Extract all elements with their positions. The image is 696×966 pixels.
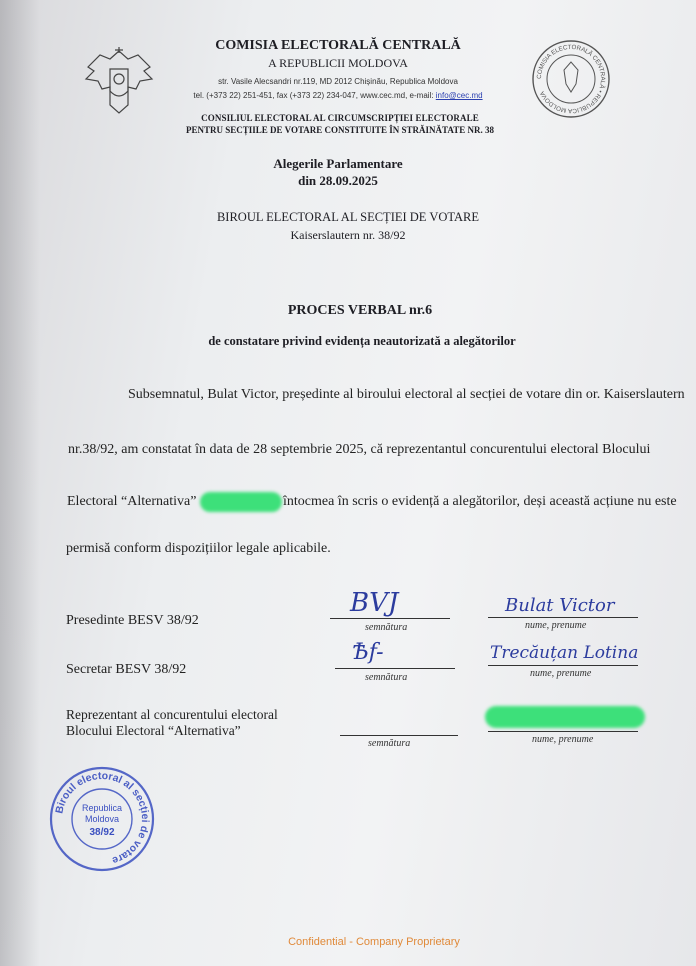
secretary-role: Secretar BESV 38/92 <box>66 662 187 677</box>
stamp-center-line-2: Moldova <box>84 814 120 824</box>
signature-caption: semnătura <box>365 622 408 633</box>
president-role: Presedinte BESV 38/92 <box>66 613 199 628</box>
president-name-handwritten: Bulat Victor <box>505 595 615 616</box>
representative-role-line-2: Blocului Electoral “Alternativa” <box>66 723 241 738</box>
bureau-location: Kaiserslautern nr. 38/92 <box>290 228 406 242</box>
stamp-center-line-3: 38/92 <box>89 827 115 838</box>
name-caption: nume, prenume <box>525 620 587 631</box>
svg-text:COMISIA ELECTORALĂ CENTRALĂ • <box>536 44 606 114</box>
signature-line <box>340 735 458 736</box>
signature-line <box>335 668 455 669</box>
org-subtitle: A REPUBLICII MOLDOVA <box>268 56 408 70</box>
org-title: COMISIA ELECTORALĂ CENTRALĂ <box>215 38 461 53</box>
council-line-1: CONSILIUL ELECTORAL AL CIRCUMSCRIPȚIEI ELECTORALE <box>201 113 479 123</box>
paragraph-line-3b: întocmea în scris o evidență a alegătorilor, deși această acțiune nu este <box>283 494 677 509</box>
stamp-center-line-1: Republica <box>81 803 123 813</box>
signature-caption: semnătura <box>365 672 408 683</box>
name-caption: nume, prenume <box>530 668 592 679</box>
name-line <box>488 665 638 666</box>
secretary-signature: Ѣf- <box>352 640 384 665</box>
name-caption: nume, prenume <box>532 734 594 745</box>
representative-role-line-1: Reprezentant al concurentului electoral <box>66 707 278 722</box>
election-title: Alegerile Parlamentare <box>273 156 403 171</box>
paragraph-line-1: Subsemnatul, Bulat Victor, președinte al biroului electoral al secției de votare din or. Kaiserslautern <box>128 387 685 402</box>
stamp-ring-text: Biroul electoral al secției de votare <box>53 769 152 867</box>
redaction-mark <box>485 706 645 728</box>
name-line <box>488 617 638 618</box>
page-shadow <box>0 0 40 966</box>
signature-line <box>330 618 450 619</box>
redaction-mark <box>200 492 282 512</box>
election-date: din 28.09.2025 <box>298 173 378 188</box>
confidential-footer: Confidential - Company Proprietary <box>288 936 460 948</box>
cec-seal-emblem <box>530 38 612 125</box>
seal-ring-text: COMISIA ELECTORALĂ CENTRALĂ • REPUBLICA MOLDOVA <box>535 43 607 115</box>
name-line <box>488 731 638 732</box>
paragraph-line-2: nr.38/92, am constatat în data de 28 septembrie 2025, că reprezentantul concurentului electoral Blocului <box>68 442 651 457</box>
bureau-title: BIROUL ELECTORAL AL SECȚIEI DE VOTARE <box>216 210 480 224</box>
paragraph-line-3a: Electoral “Alternativa” <box>67 494 197 509</box>
document-subtitle: de constatare privind evidența neautorizată a alegătorilor <box>208 334 516 348</box>
document-title: PROCES VERBAL nr.6 <box>287 303 433 318</box>
coat-of-arms-emblem <box>80 45 158 122</box>
paragraph-line-4: permisă conform dispozițiilor legale aplicabile. <box>66 541 331 556</box>
secretary-name-handwritten: Trecăuțan Lotina <box>490 643 639 663</box>
org-address: str. Vasile Alecsandri nr.119, MD 2012 Chișinău, Republica Moldova <box>218 77 458 86</box>
council-line-2: PENTRU SECȚIILE DE VOTARE CONSTITUITE ÎN STRĂINĂTATE NR. 38 <box>186 125 494 135</box>
signature-caption: semnătura <box>368 738 411 749</box>
president-signature: BVJ <box>350 588 399 618</box>
email-link[interactable]: info@cec.md <box>435 91 483 100</box>
polling-station-stamp <box>48 765 156 878</box>
org-contacts: tel. (+373 22) 251-451, fax (+373 22) 234-047, www.cec.md, e-mail: info@cec.md <box>193 91 483 100</box>
